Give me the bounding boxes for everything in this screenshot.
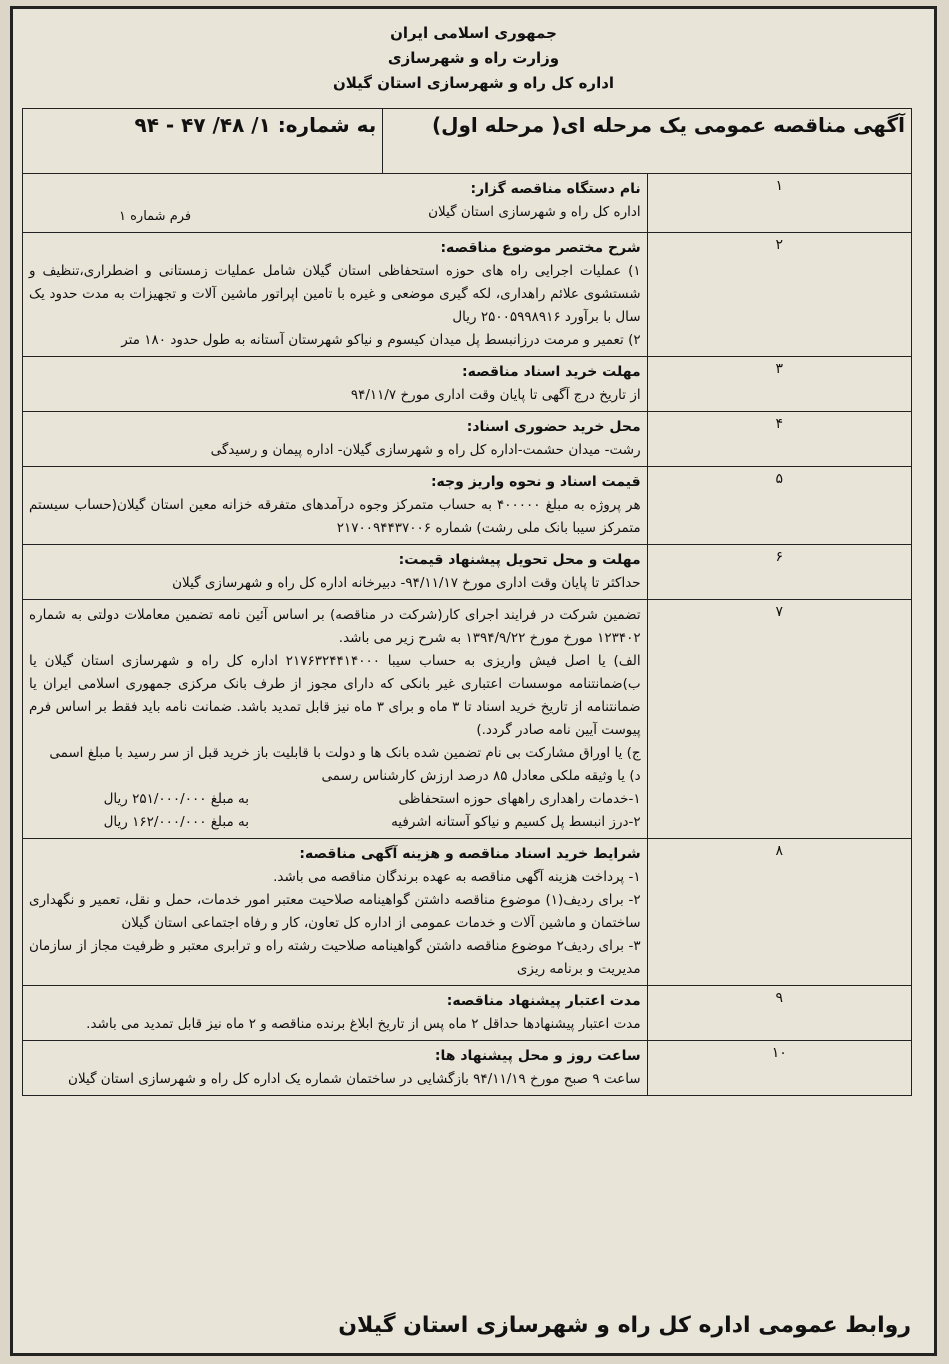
row-heading: شرح مختصر موضوع مناقصه: <box>440 240 641 256</box>
row-paragraph: د) یا وثیقه ملکی معادل ۸۵ درصد ارزش کارشناس رسمی <box>321 768 641 784</box>
row-paragraph: ۲- برای ردیف(۱) موضوع مناقصه داشتن گواهینامه صلاحیت معتبر امور خدمات، حمل و نقل، تعمیر و نگهداری ساختمان و ماشین آلات و خدمات عمومی از اداره کل تعاون، کار و رفاه اجتماعی استان گیلان <box>29 892 641 931</box>
row-text: ساعت ۹ صبح مورخ ۹۴/۱۱/۱۹ بازگشایی در ساختمان شماره یک اداره کل راه و شهرسازی استان گیلان <box>68 1071 641 1087</box>
table-row <box>23 545 912 600</box>
tender-table <box>22 108 912 1096</box>
row-paragraph: ۳- برای ردیف۲ موضوع مناقصه داشتن گواهینامه صلاحیت رشته راه و ترابری معتبر و ظرفیت مجاز از سازمان مدیریت و برنامه ریزی <box>29 938 641 977</box>
row-paragraph: ۱- پرداخت هزینه آگهی مناقصه به عهده برندگان مناقصه می باشد. <box>273 869 641 885</box>
row-text: رشت- میدان حشمت-اداره کل راه و شهرسازی گیلان- اداره پیمان و رسیدگی <box>210 442 641 458</box>
title-row <box>23 109 912 174</box>
table-row <box>23 467 912 545</box>
row-text: اداره کل راه و شهرسازی استان گیلان <box>428 204 641 220</box>
row-paragraph: تضمین شرکت در فرایند اجرای کار(شرکت در مناقصه) بر اساس آئین نامه تضمین معاملات دولتی به شماره ۱۲۳۴۰۲ مورخ مورخ ۱۳۹۴/۹/۲۲ به شرح زیر می باشد. <box>29 607 641 646</box>
row-number: ۵ <box>647 467 911 545</box>
row-content <box>23 174 648 233</box>
amount-value: به مبلغ ۲۵۱/۰۰۰/۰۰۰ ریال <box>103 791 249 807</box>
row-text: مدت اعتبار پیشنهادها حداقل ۲ ماه پس از تاریخ ابلاغ برنده مناقصه و ۲ ماه نیز قابل تمدید می باشد. <box>86 1016 641 1032</box>
row-content <box>23 986 648 1041</box>
row-paragraph: ۲) تعمیر و مرمت درزانبسط پل میدان کیسوم و نیاکو شهرستان آستانه به طول حدود ۱۸۰ متر <box>121 332 641 348</box>
ad-number-cell <box>23 109 383 174</box>
amount-item: ۲-درز انبسط پل کسیم و نیاکو آستانه اشرفیه <box>391 814 641 830</box>
amount-line <box>29 788 641 811</box>
row-content <box>23 839 648 986</box>
row-content <box>23 233 648 357</box>
table-row <box>23 233 912 357</box>
amount-item: ۱-خدمات راهداری راههای حوزه استحفاظی <box>398 791 641 807</box>
row-text: حداکثر تا پایان وقت اداری مورخ ۹۴/۱۱/۱۷- دبیرخانه اداره کل راه و شهرسازی گیلان <box>172 575 641 591</box>
row-number: ۱ <box>647 174 911 233</box>
table-row <box>23 357 912 412</box>
ad-title-cell <box>383 109 912 174</box>
row-number: ۴ <box>647 412 911 467</box>
row-heading: ساعت روز و محل پیشنهاد ها: <box>434 1048 641 1064</box>
row-text: هر پروژه به مبلغ ۴۰۰۰۰۰ به حساب متمرکز وجوه درآمدهای متفرقه خزانه معین استان گیلان(حساب سیستم متمرکز سیبا بانک ملی رشت) شماره ۲۱۷۰۰۹۴۴۳۷۰۰۶ <box>29 497 641 536</box>
row-paragraph: ج) یا اوراق مشارکت بی نام تضمین شده بانک ها و دولت با قابلیت باز خرید قبل از سر رسید با مبلغ اسمی <box>49 745 641 761</box>
row-paragraph: ۱) عملیات اجرایی راه های حوزه استحفاظی استان گیلان شامل عملیات زمستانی و اضطراری،تنظیف و شستشوی علائم راهداری، لکه گیری موضعی و غیره با تامین اپراتور ماشین آلات و تجهیزات به مدت حدود یک سال با برآورد ۲۵۰۰۵۹۹۸۹۱۶ ریال <box>29 263 641 325</box>
row-heading: مهلت خرید اسناد مناقصه: <box>462 364 641 380</box>
row-number: ۹ <box>647 986 911 1041</box>
ad-number: به شماره: ۱/ ۴۸/ ۴۷ - ۹۴ <box>134 113 377 137</box>
footer-public-relations: روابط عمومی اداره کل راه و شهرسازی استان گیلان <box>338 1313 911 1338</box>
amount-value: به مبلغ ۱۶۲/۰۰۰/۰۰۰ ریال <box>103 814 249 830</box>
row-paragraph: الف) یا اصل فیش واریزی به حساب سیبا ۲۱۷۶۳۲۴۴۱۴۰۰۰ اداره کل راه و شهرسازی استان گیلان یا ب)ضمانتنامه موسسات اعتباری غیر بانکی که دارای مجوز از طرف بانک مرکزی جمهوری اسلامی ایران یا ضمانتنامه از تاریخ خرید اسناد تا ۳ ماه و برای ۳ ماه نیز قابل تمدید باشد. ضمانت نامه باید فقط بر اساس فرم پیوست آیین نامه صادر گردد.) <box>29 653 641 738</box>
row-text: از تاریخ درج آگهی تا پایان وقت اداری مورخ ۹۴/۱۱/۷ <box>350 387 641 403</box>
row-content <box>23 357 648 412</box>
row-content <box>23 412 648 467</box>
form-label: فرم شماره ۱ <box>119 209 192 224</box>
table-row <box>23 174 912 233</box>
row-number: ۱۰ <box>647 1041 911 1096</box>
header-line-3: اداره کل راه و شهرسازی استان گیلان <box>332 74 615 92</box>
row-heading: مدت اعتبار پیشنهاد مناقصه: <box>446 993 641 1009</box>
row-heading: نام دستگاه مناقصه گزار: <box>470 181 641 197</box>
header-line-2: وزارت راه و شهرسازی <box>387 49 560 67</box>
table-row <box>23 412 912 467</box>
row-number: ۳ <box>647 357 911 412</box>
row-heading: قیمت اسناد و نحوه واریز وجه: <box>430 474 641 490</box>
row-number: ۷ <box>647 600 911 839</box>
row-number: ۶ <box>647 545 911 600</box>
row-content <box>23 545 648 600</box>
row-content <box>23 1041 648 1096</box>
row-heading: مهلت و محل تحویل پیشنهاد قیمت: <box>398 552 641 568</box>
row-number: ۲ <box>647 233 911 357</box>
header <box>13 21 934 96</box>
amount-line <box>29 811 641 834</box>
table-row <box>23 839 912 986</box>
row-heading: محل خرید حضوری اسناد: <box>466 419 641 435</box>
row-content <box>23 600 648 839</box>
table-row <box>23 1041 912 1096</box>
ad-title: آگهی مناقصه عمومی یک مرحله ای( مرحله اول) <box>431 113 905 137</box>
header-line-1: جمهوری اسلامی ایران <box>390 24 557 42</box>
row-content <box>23 467 648 545</box>
row-heading: شرایط خرید اسناد مناقصه و هزینه آگهی مناقصه: <box>299 846 641 862</box>
row-number: ۸ <box>647 839 911 986</box>
table-row <box>23 986 912 1041</box>
table-row <box>23 600 912 839</box>
